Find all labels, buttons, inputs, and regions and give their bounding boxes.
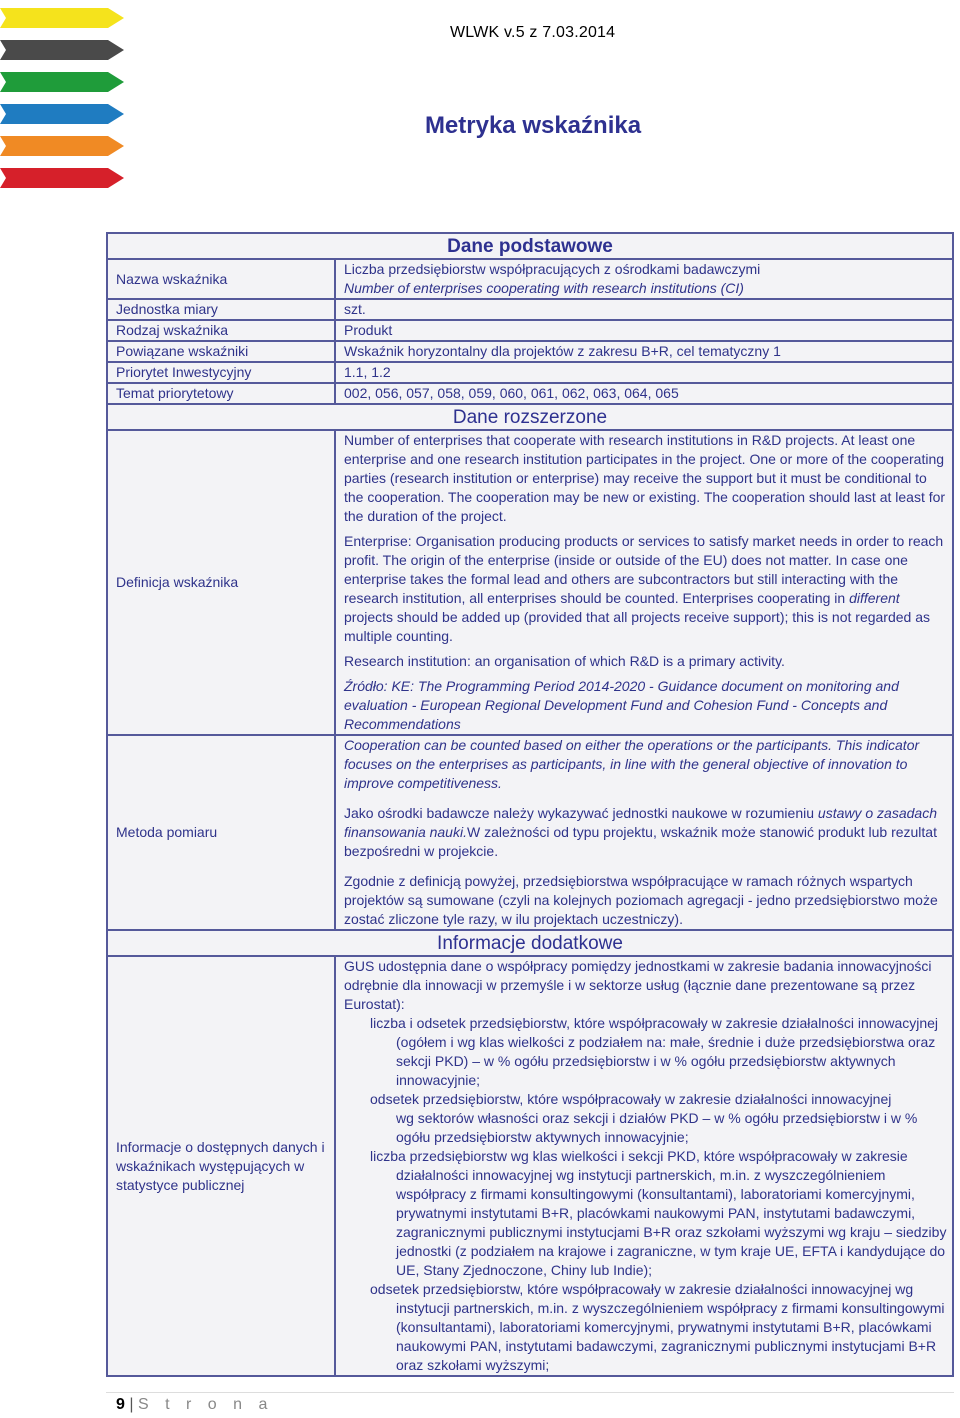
footer-page-word: S t r o n a — [137, 1396, 274, 1413]
related-label: Powiązane wskaźniki — [107, 341, 335, 362]
footer-separator: | — [129, 1396, 134, 1413]
related-value: Wskaźnik horyzontalny dla projektów z zakresu B+R, cel tematyczny 1 — [335, 341, 953, 362]
info-list-item: odsetek przedsiębiorstw, które współpracowały w zakresie działalności innowacyjnej wg sektorów własności oraz sekcji i działów PKD – w % ogółu przedsiębiorstw i w % ogółu przedsiębiorstw aktywnych innowacyjnie; — [370, 1091, 918, 1145]
page-title: Metryka wskaźnika — [424, 112, 642, 139]
definition-paragraph: Number of enterprises that cooperate with research institutions in R&D projects. At least one enterprise and one research institution participates in the project. One or more of the cooperating parties (research institution or enterprise) may receive the support but it must be conditional to the cooperation. The cooperation may be new or existing. The cooperation should last at least for the duration of the project. — [344, 432, 946, 524]
page-number: 9 — [116, 1396, 125, 1413]
name-value — [335, 259, 953, 299]
row-priority — [107, 362, 953, 383]
section-additional-header: Informacje dodatkowe — [107, 930, 953, 956]
info-label: Informacje o dostępnych danych i wskaźnikach występujących w statystyce publicznej — [107, 956, 335, 1376]
unit-value: szt. — [335, 299, 953, 320]
row-method — [107, 735, 953, 930]
definition-paragraph: Research institution: an organisation of which R&D is a primary activity. — [344, 653, 785, 669]
document-version: WLWK v.5 z 7.03.2014 — [450, 24, 616, 41]
section-basic-header: Dane podstawowe — [107, 233, 953, 259]
definition-source: Źródło: KE: The Programming Period 2014-2020 - Guidance document on monitoring and evaluation - European Regional Development Fund and Cohesion Fund - Concepts and Recommendations — [344, 678, 899, 732]
theme-label: Temat priorytetowy — [107, 383, 335, 404]
row-definition — [107, 430, 953, 735]
method-paragraph: Jako ośrodki badawcze należy wykazywać jednostki naukowe w rozumieniu ustawy o zasadach finansowania nauki.W zależności od typu projektu, wskaźnik może stanowić produkt lub rezultat bezpośredni w projekcie. — [344, 805, 937, 859]
info-list-item: liczba przedsiębiorstw wg klas wielkości i sekcji PKD, które współpracowały w zakresie działalności innowacyjnej wg instytucji partnerskich, m.in. z wyszczególnieniem współpracy z firmami konsultingowymi (konsultantami), laboratoriami komercyjnymi, prywatnymi instytutami B+R, placówkami naukowymi PAN, instytutami badawczymi, zagranicznymi publicznymi instytucjami B+R oraz szkołami wyższymi wg kraju – siedziby jednostki (z podziałem na krajowe i zagraniczne, w tym kraje UE, EFTA i kandydujące do UE, Stany Zjednoczone, Chiny lub Indie); — [370, 1148, 947, 1278]
arrow-shape — [0, 168, 124, 188]
info-intro: GUS udostępnia dane o współpracy pomiędzy jednostkami w zakresie badania innowacyjności odrębnie dla innowacji w przemyśle i w sektorze usług (łącznie dane prezentowane są przez Eurostat): — [344, 958, 932, 1012]
priority-label: Priorytet Inwestycyjny — [107, 362, 335, 383]
type-label: Rodzaj wskaźnika — [107, 320, 335, 341]
method-label: Metoda pomiaru — [107, 735, 335, 930]
name-pl: Liczba przedsiębiorstw współpracujących z ośrodkami badawczymi — [344, 261, 761, 277]
name-en: Number of enterprises cooperating with research institutions (CI) — [344, 280, 744, 296]
method-paragraph: Zgodnie z definicją powyżej, przedsiębiorstwa współpracujące w ramach różnych wspartych projektów są sumowane (czyli na kolejnych poziomach agregacji - jedno przedsiębiorstwo może zostać zliczone tyle razy, w ilu projektach uczestniczy). — [344, 873, 938, 927]
section-extended-header: Dane rozszerzone — [107, 404, 953, 430]
type-value: Produkt — [335, 320, 953, 341]
info-value — [335, 956, 953, 1376]
indicator-table — [106, 232, 954, 1377]
method-paragraph: Cooperation can be counted based on either the operations or the participants. This indicator focuses on the enterprises as participants, in line with the general objective of innovation to improve competitiveness. — [344, 737, 920, 791]
arrow-shape — [0, 72, 124, 92]
info-list-item: liczba i odsetek przedsiębiorstw, które współpracowały w zakresie działalności innowacyjnej (ogółem i wg klas wielkości z podziałem na: małe, średnie i duże przedsiębiorstwa oraz sekcji PKD) – w % ogółu przedsiębiorstw i w % ogółu przedsiębiorstw aktywnych innowacyjnie; — [370, 1015, 939, 1088]
definition-paragraph: Enterprise: Organisation producing products or services to satisfy market needs in order to reach profit. The origin of the enterprise (inside or outside of the EU) does not matter. In case one enterprise takes the formal lead and others are subcontractors but still interacting with the research institution, all enterprises should be counted. Enterprises cooperating in different projects should be added up (provided that all projects receive support); this is not regarded as multiple counting. — [344, 533, 944, 644]
definition-label: Definicja wskaźnika — [107, 430, 335, 735]
theme-value: 002, 056, 057, 058, 059, 060, 061, 062, 063, 064, 065 — [335, 383, 953, 404]
row-info — [107, 956, 953, 1376]
priority-value: 1.1, 1.2 — [335, 362, 953, 383]
row-unit — [107, 299, 953, 320]
row-name — [107, 259, 953, 299]
row-related — [107, 341, 953, 362]
page-footer — [116, 1396, 273, 1414]
info-list-item: odsetek przedsiębiorstw, które współpracowały w zakresie działalności innowacyjnej wg instytucji partnerskich, m.in. z wyszczególnieniem współpracy z firmami konsultingowymi (konsultantami), laboratoriami komercyjnymi, prywatnymi instytutami B+R, placówkami naukowymi PAN, instytutami badawczymi, zagranicznymi publicznymi instytucjami B+R oraz szkołami wyższymi; — [370, 1281, 945, 1373]
name-label: Nazwa wskaźnika — [107, 259, 335, 299]
colored-arrows-logo — [0, 0, 130, 200]
footer-divider — [106, 1392, 954, 1393]
unit-label: Jednostka miary — [107, 299, 335, 320]
method-value — [335, 735, 953, 930]
row-type — [107, 320, 953, 341]
arrow-shape — [0, 8, 124, 28]
definition-value — [335, 430, 953, 735]
row-theme — [107, 383, 953, 404]
arrow-shape — [0, 40, 124, 60]
